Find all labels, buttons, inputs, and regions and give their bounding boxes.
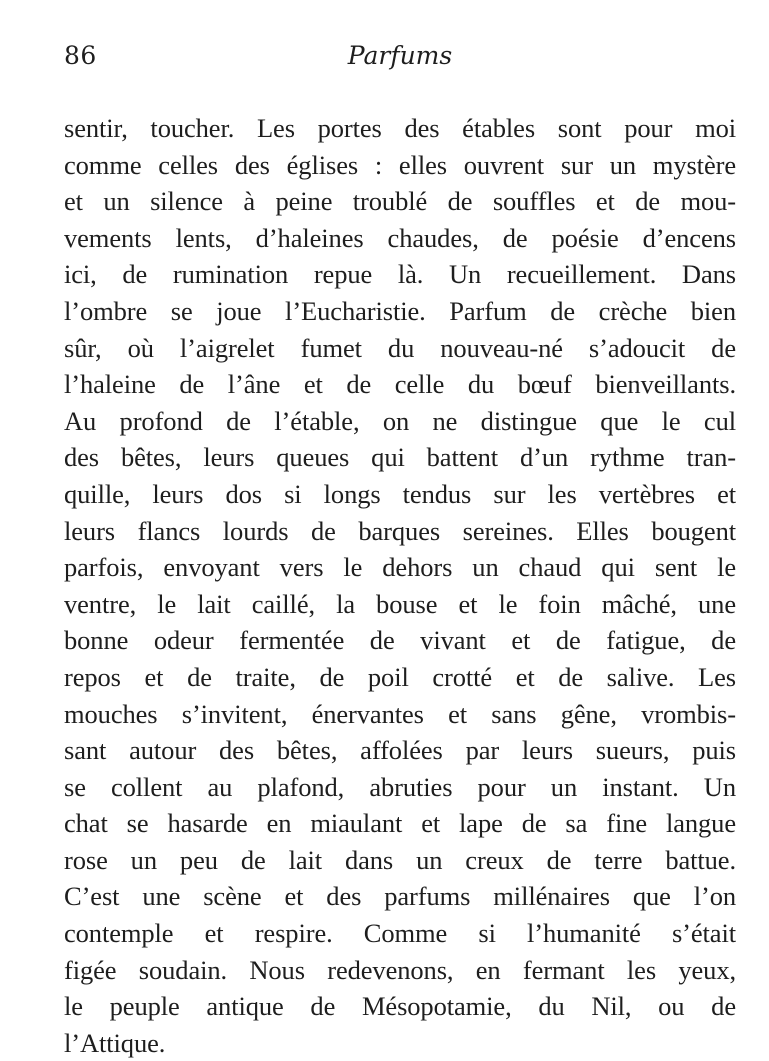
text-line: C’est une scène et des parfums millénaires que l’on — [64, 881, 736, 912]
text-line: figée soudain. Nous redevenons, en fermant les yeux, — [64, 954, 736, 985]
text-line: comme celles des églises : elles ouvrent sur un mystère — [64, 149, 736, 180]
text-line: contemple et respire. Comme si l’humanité s’était — [64, 918, 736, 949]
section-title: Parfums — [347, 41, 453, 70]
text-line: quille, leurs dos si longs tendus sur les vertèbres et — [64, 478, 736, 509]
text-line: l’ombre se joue l’Eucharistie. Parfum de crèche bien — [64, 295, 736, 326]
text-line: leurs flancs lourds de barques sereines. Elles bougent — [64, 515, 736, 546]
text-line: sant autour des bêtes, affolées par leurs sueurs, puis — [64, 735, 736, 766]
running-head — [64, 38, 736, 74]
text-line: ventre, le lait caillé, la bouse et le foin mâché, une — [64, 588, 736, 619]
text-line: et un silence à peine troublé de souffles et de mou- — [64, 186, 736, 217]
text-line: l’haleine de l’âne et de celle du bœuf bienveillants. — [64, 369, 736, 400]
text-line: sentir, toucher. Les portes des étables sont pour moi — [64, 113, 736, 143]
text-line: chat se hasarde en miaulant et lape de sa fine langue — [64, 808, 736, 839]
page-number: 86 — [64, 41, 97, 70]
text-line: le peuple antique de Mésopotamie, du Nil, ou de — [64, 991, 736, 1022]
text-line: mouches s’invitent, énervantes et sans gêne, vrombis- — [64, 698, 736, 729]
text-line: bonne odeur fermentée de vivant et de fatigue, de — [64, 625, 736, 656]
text-line: se collent au plafond, abruties pour un instant. Un — [64, 771, 736, 802]
text-line: repos et de traite, de poil crotté et de salive. Les — [64, 661, 736, 692]
text-line: vements lents, d’haleines chaudes, de poésie d’encens — [64, 222, 736, 253]
text-line: des bêtes, leurs queues qui battent d’un rythme tran- — [64, 442, 736, 473]
text-line: parfois, envoyant vers le dehors un chaud qui sent le — [64, 552, 736, 583]
text-line: Au profond de l’étable, on ne distingue que le cul — [64, 405, 736, 436]
text-line-last: l’Attique. — [64, 1027, 166, 1058]
text-line: ici, de rumination repue là. Un recueillement. Dans — [64, 259, 736, 290]
text-line: sûr, où l’aigrelet fumet du nouveau-né s’adoucit de — [64, 332, 736, 363]
text-line: rose un peu de lait dans un creux de terre battue. — [64, 844, 736, 875]
body-text — [64, 110, 736, 1061]
